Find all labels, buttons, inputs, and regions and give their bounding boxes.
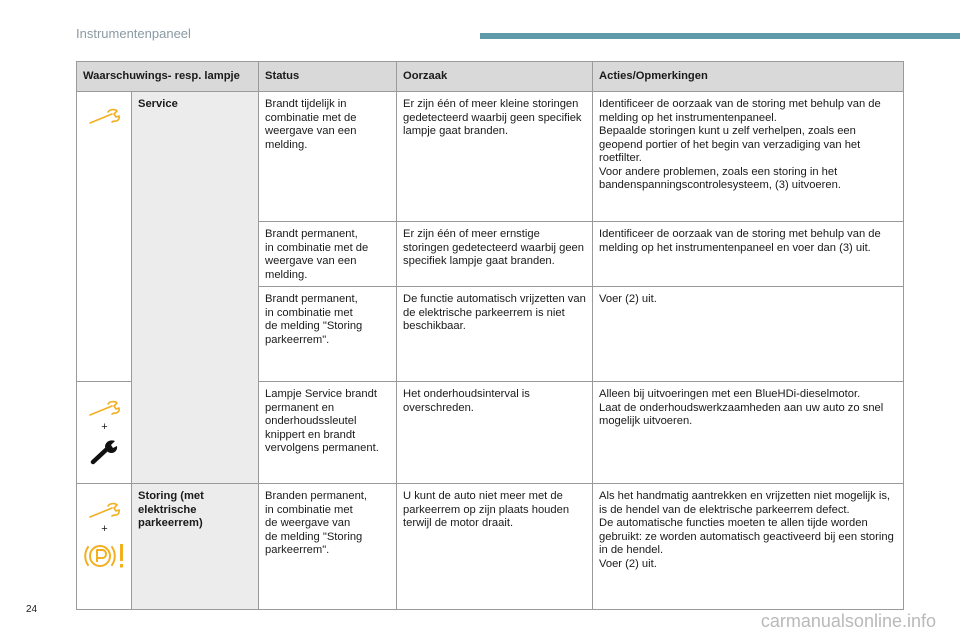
- header-lamp: Waarschuwings- resp. lampje: [77, 62, 259, 92]
- cause-cell: Het onderhoudsinterval is overschreden.: [397, 382, 593, 484]
- status-cell: Brandt permanent, in combinatie met de melding "Storing parkeerrem".: [259, 287, 397, 382]
- table-row: [77, 484, 904, 610]
- service-wrench-outline-icon: [88, 108, 122, 126]
- warning-lamps-table: [76, 61, 904, 610]
- action-cell: Identificeer de oorzaak van de storing met behulp van de melding op het instrumentenpaneel. Bepaalde storingen kunt u zelf verhelpen, zoals een geopend portier of het begin van verzadiging van het roetfilter. Voor andere problemen, zoals een storing in het bandenspanningscontrolesysteem, (3) uitvoeren.: [593, 92, 904, 222]
- plus-sign: +: [101, 421, 108, 433]
- status-cell: Brandt permanent, in combinatie met de weergave van een melding.: [259, 222, 397, 287]
- service-wrench-outline-icon: [88, 400, 122, 418]
- action-cell: Voer (2) uit.: [593, 287, 904, 382]
- icon-cell: [77, 382, 132, 484]
- maintenance-wrench-icon: [90, 437, 120, 465]
- status-cell: Branden permanent, in combinatie met de weergave van de melding "Storing parkeerrem".: [259, 484, 397, 610]
- icon-cell: [77, 484, 132, 610]
- table-row: [77, 92, 904, 222]
- plus-sign: +: [101, 523, 108, 535]
- cause-cell: Er zijn één of meer kleine storingen gedetecteerd waarbij geen specifiek lampje gaat branden.: [397, 92, 593, 222]
- cause-cell: Er zijn één of meer ernstige storingen gedetecteerd waarbij geen specifiek lampje gaat branden.: [397, 222, 593, 287]
- status-cell: Lampje Service brandt permanent en onderhoudssleutel knippert en brandt vervolgens permanent.: [259, 382, 397, 484]
- lamp-name-service: Service: [132, 92, 259, 484]
- watermark: carmanualsonline.info: [760, 611, 936, 631]
- action-cell: Als het handmatig aantrekken en vrijzetten niet mogelijk is, is de hendel van de elektrische parkeerrem defect. De automatische functies moeten te allen tijde worden gebruikt: ze worden automatisch geactiveerd bij een storing in de hendel. Voer (2) uit.: [593, 484, 904, 610]
- service-wrench-outline-icon: [88, 502, 122, 520]
- action-cell: Alleen bij uitvoeringen met een BlueHDi-dieselmotor. Laat de onderhoudswerkzaamheden aan uw auto zo snel mogelijk uitvoeren.: [593, 382, 904, 484]
- icon-cell: [77, 92, 132, 382]
- header-accent-bar: [480, 33, 960, 39]
- table-header-row: [77, 62, 904, 92]
- action-cell: Identificeer de oorzaak van de storing met behulp van de melding op het instrumentenpaneel en voer dan (3) uit.: [593, 222, 904, 287]
- header-status: Status: [259, 62, 397, 92]
- lamp-name-parking-brake-fault: Storing (met elektrische parkeerrem): [132, 484, 259, 610]
- cause-cell: U kunt de auto niet meer met de parkeerrem op zijn plaats houden terwijl de motor draait.: [397, 484, 593, 610]
- section-title: Instrumentenpaneel: [76, 26, 191, 41]
- header-actions: Acties/Opmerkingen: [593, 62, 904, 92]
- parking-brake-fault-icon: [83, 539, 127, 573]
- header-cause: Oorzaak: [397, 62, 593, 92]
- page-number: 24: [26, 604, 38, 615]
- cause-cell: De functie automatisch vrijzetten van de elektrische parkeerrem is niet beschikbaar.: [397, 287, 593, 382]
- status-cell: Brandt tijdelijk in combinatie met de weergave van een melding.: [259, 92, 397, 222]
